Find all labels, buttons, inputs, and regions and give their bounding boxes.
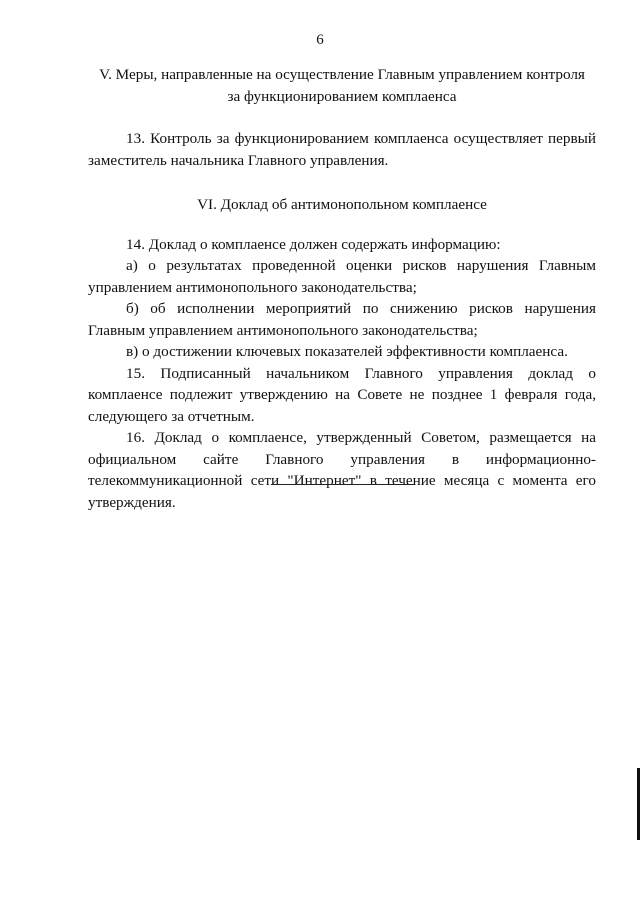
section-vi xyxy=(88,194,596,513)
section-v xyxy=(88,64,596,171)
end-separator-line xyxy=(271,484,414,485)
section-v-heading-line2: за функционированием комплаенса xyxy=(227,87,457,105)
paragraph-16: 16. Доклад о комплаенсе, утвержденный Советом, размещается на официальном сайте Главного управления в информационно-телекоммуникационной сети "Интернет" в течение месяца с момента его утверждения. xyxy=(88,429,596,511)
document-body xyxy=(88,64,596,513)
paragraph-13: 13. Контроль за функционированием комплаенса осуществляет первый заместитель начальника Главного управления. xyxy=(88,130,596,169)
section-v-heading-line1: V. Меры, направленные на осуществление Главным управлением контроля xyxy=(99,66,585,83)
spacer xyxy=(88,107,596,128)
paragraph-14a: а) о результатах проведенной оценки рисков нарушения Главным управлением антимонопольного законодательства; xyxy=(88,257,596,296)
spacer xyxy=(88,171,596,194)
paragraph-15: 15. Подписанный начальником Главного управления доклад о комплаенсе подлежит утверждению на Совете не позднее 1 февраля года, следующего за отчетным. xyxy=(88,364,596,425)
section-v-heading xyxy=(88,64,596,107)
spacer xyxy=(88,216,596,234)
paragraph-14b: б) об исполнении мероприятий по снижению рисков нарушения Главным управлением антимонопольного законодательства; xyxy=(88,300,596,339)
section-vi-heading: VI. Доклад об антимонопольном комплаенсе xyxy=(197,196,487,213)
paragraph-14c: в) о достижении ключевых показателей эффективности комплаенса. xyxy=(126,343,568,360)
paragraph-14: 14. Доклад о комплаенсе должен содержать информацию: xyxy=(126,235,501,253)
page-number: 6 xyxy=(316,32,324,48)
